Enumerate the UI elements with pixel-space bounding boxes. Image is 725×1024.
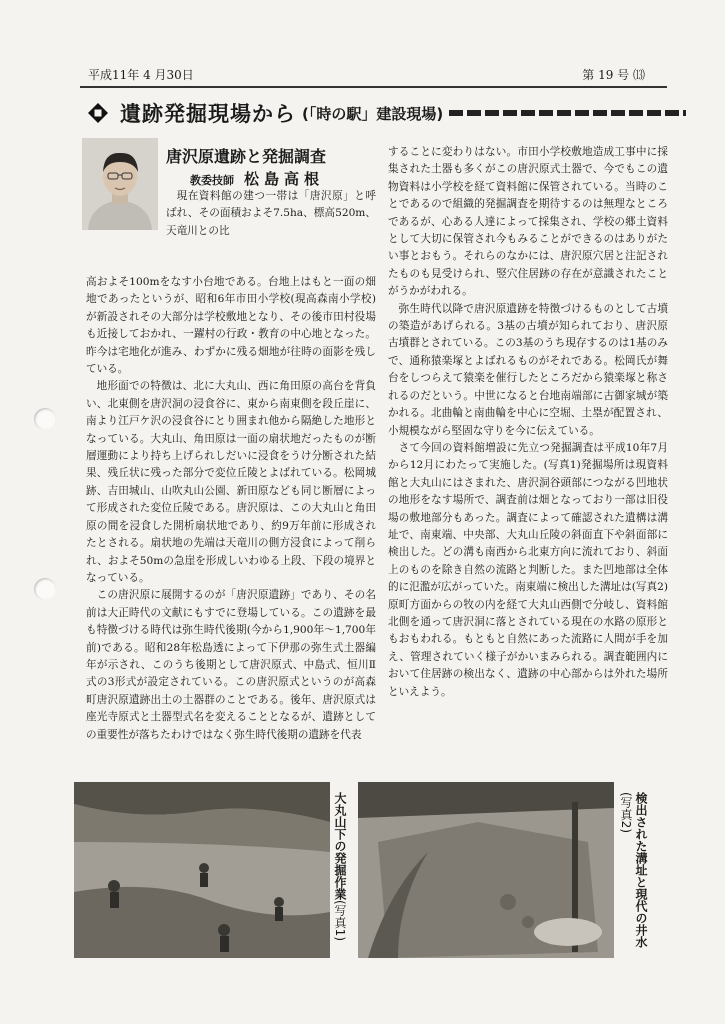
photo-2-caption-text: 検出された溝址と現代の井水 (634, 792, 648, 948)
body-paragraph: することに変わりはない。市田小学校敷地造成工事中に採集された土器も多くがこの唐沢原式土器で、今でもこの遺物資料は小学校を経て資料館に保管されている。当時のことであるので組織的発掘調査を期待するのは無理なところであるが、心ある人達によって採集され、学校の郷土資料として大切に保管され今もみることができるのはありがたい事とおもう。それらのなかには、唐沢原穴居と注記されたものも見受けられ、竪穴住居跡の存在が意識されたことがうかがわれる。 (388, 146, 668, 298)
header-rule (80, 86, 667, 88)
intro-paragraph: 現在資料館の建つ一帯は「唐沢原」と呼ばれ、その面積およそ7.5ha、標高520m、天竜川との比 (166, 190, 376, 237)
title-dash-decoration (449, 110, 686, 116)
photo-1-number: (写真1) (333, 900, 347, 941)
article-left-column (86, 274, 376, 784)
photo-1-caption-text: 大丸山下の発掘作業 (333, 792, 347, 900)
section-subtitle: (「時の駅」建設現場) (302, 104, 444, 123)
issue-number: 第 19 号 ⒀ (582, 68, 645, 82)
section-title-bar (86, 96, 686, 130)
binder-hole (34, 408, 56, 430)
body-paragraph: 地形面での特徴は、北に大丸山、西に角田原の高台を背負い、北東側を唐沢洞の浸食谷に、東から南東側を段丘崖に、南より江戸ケ沢の浸食谷にとり囲まれ他から隔絶した地形となっている。大丸山、角田原は一面の扇状地だったものが断層運動により持ち上げられしだいに浸食をうけ分断された結果、残丘状に残った部分で変位丘陵とよばれている。松岡城跡、吉田城山、山吹丸山公園、新田原なども同じ断層によって形成された変位丘陵である。唐沢原は、この大丸山と角田原の間を浸食した開析扇状地であり、約9万年前に形成されたとされる。扇状地の先端は天竜川の側方浸食によって削られ、およそ50mの急崖を形成しいわゆる上段、下段の境界となっている。 (86, 380, 376, 584)
article-title: 唐沢原遺跡と発掘調査 (166, 147, 327, 166)
author-byline (190, 168, 376, 189)
article-intro (166, 188, 376, 274)
body-paragraph: 高およそ100mをなす小台地である。台地上はもと一面の畑地であったというが、昭和6年市田小学校(現高森南小学校)が新設されその大部分は学校敷地となり、その後市田村役場も近接しておかれ、一躍村の行政・教育の中心地となった。昨今は宅地化が進み、わずかに残る畑地が往時の面影を残している。 (86, 276, 376, 376)
author-role: 教委技師 (190, 174, 234, 187)
author-portrait (82, 138, 158, 230)
photo-2-caption (618, 792, 648, 962)
body-paragraph: さて今回の資料館増設に先立つ発掘調査は平成10年7月から12月にわたって実施した。(写真1)発掘場所は現資料館と大丸山にはさまれた、唐沢洞谷頭部につながる凹地状の地形をなす場所で、調査前は畑となっており一部は旧役場の敷地部分もあった。調査によって確認された遺構は溝址で、南東端、中央部、大丸山丘陵の斜面直下や斜面部に検出した。どの溝も南西から北東方向に流れており、斜面上のものを除き自然の流路と判断した。また凹地部は全体的に氾濫が広がっていた。南東端に検出した溝址は(写真2)原町方面からの牧の内を経て大丸山西側で分岐し、資料館北側を通って唐沢洞に落とされている現在の水路の原形ともおもわれる。もともと自然にあった流路に人間が手を加え、管理されていく様子がかいまみられる。調査範囲内において住居跡の検出なく、遺跡の中心部からは外れた場所といえよう。 (388, 441, 668, 698)
issue-date: 平成11年 4 月30日 (88, 68, 194, 82)
excavation-photo-2 (358, 782, 614, 958)
body-paragraph: 弥生時代以降で唐沢原遺跡を特徴づけるものとして古墳の築造があげられる。3基の古墳が知られており、唐沢原古墳群とされている。この3基のうち現存するのは1基のみで、通称猿楽塚とよばれるものがそれである。松岡氏が舞台をしつらえて猿楽を催行したところだから猿楽塚と称されるのだという。中世になると台地南端部に古御家城が築かれる。北曲輪と南曲輪を中心に空堀、土塁が配置され、小規模ながら堅固な守りを今に伝えている。 (388, 302, 668, 437)
author-name: 松島高根 (244, 170, 325, 188)
body-paragraph: この唐沢原に展開するのが「唐沢原遺跡」であり、その名前は大正時代の文献にもすでに登場している。この遺跡を最も特徴づける時代は弥生時代後期(今から1,900年〜1,700年前)である。昭和28年松島透によって下伊那の弥生式土器編年が示され、このうち後期として唐沢原式、中島式、恒川Ⅱ式の3形式が設定されている。この唐沢原式というのが高森町唐沢原遺跡出土の土器群のことである。後年、唐沢原式は座光寺原式と土器型式名を変えることとなるが、遺跡としての重要性が落ちたわけではなく弥生時代後期の遺跡を代表 (86, 589, 376, 741)
photo-2-number: (写真2) (619, 792, 633, 833)
article-right-column (388, 144, 668, 754)
photo-1-caption (332, 792, 347, 962)
binder-hole (34, 578, 56, 600)
diamond-bullet-icon (86, 101, 110, 125)
excavation-photo-1 (74, 782, 330, 958)
section-title: 遺跡発掘現場から (120, 102, 296, 126)
